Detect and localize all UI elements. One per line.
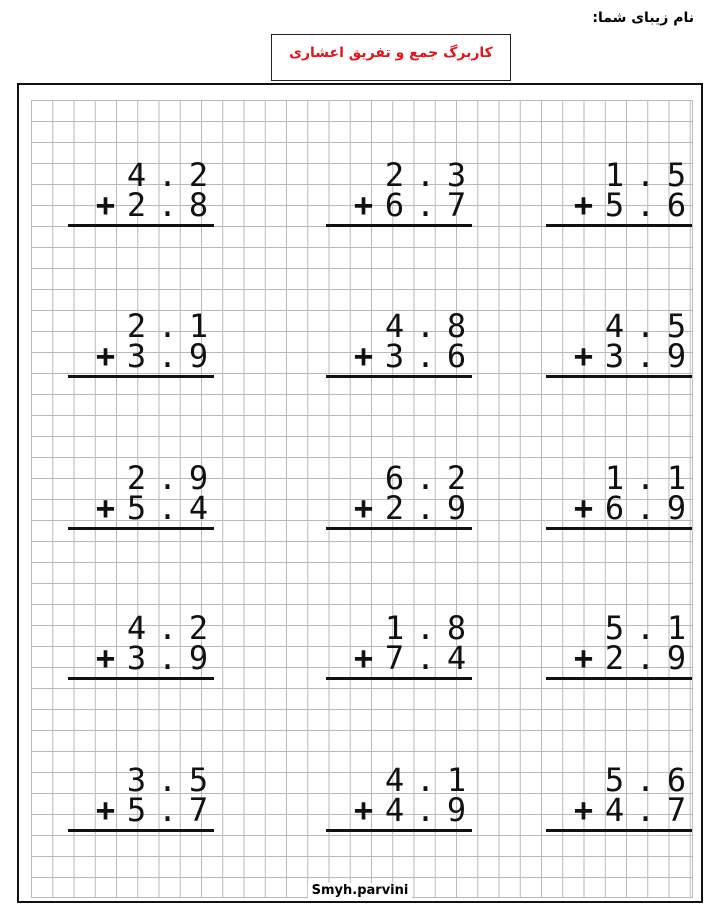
- bottom-addend: + 6 . 7: [348, 190, 472, 220]
- answer-line: [68, 375, 214, 378]
- top-addend: 2 . 3: [384, 156, 467, 194]
- addition-problem: [546, 156, 696, 230]
- answer-line: [326, 677, 472, 680]
- addition-problem: [68, 156, 218, 230]
- addition-problem: [326, 307, 476, 381]
- addition-problem: [546, 459, 696, 533]
- plus-sign: +: [95, 639, 116, 677]
- top-addend: 4 . 8: [384, 307, 467, 345]
- bottom-addend: + 4 . 9: [348, 795, 472, 825]
- answer-line: [326, 527, 472, 530]
- top-addend: 1 . 1: [604, 459, 687, 497]
- addition-problem: [68, 307, 218, 381]
- top-addend: 3 . 5: [126, 761, 209, 799]
- answer-line: [546, 677, 692, 680]
- bottom-addend: + 5 . 7: [90, 795, 214, 825]
- answer-line: [326, 224, 472, 227]
- bottom-addend: + 3 . 9: [90, 341, 214, 371]
- addition-problem: [326, 761, 476, 835]
- addition-problem: [326, 609, 476, 683]
- plus-sign: +: [95, 186, 116, 224]
- addition-problem: [326, 459, 476, 533]
- addition-problem: [546, 609, 696, 683]
- plus-sign: +: [573, 489, 594, 527]
- answer-line: [546, 829, 692, 832]
- top-addend: 4 . 2: [126, 609, 209, 647]
- answer-line: [68, 829, 214, 832]
- bottom-addend: + 2 . 9: [348, 493, 472, 523]
- bottom-addend: + 5 . 6: [568, 190, 692, 220]
- top-addend: 2 . 1: [126, 307, 209, 345]
- bottom-addend: + 4 . 7: [568, 795, 692, 825]
- addition-problem: [326, 156, 476, 230]
- addition-problem: [68, 459, 218, 533]
- top-addend: 4 . 1: [384, 761, 467, 799]
- plus-sign: +: [573, 639, 594, 677]
- bottom-addend: + 5 . 4: [90, 493, 214, 523]
- worksheet-title: کاربرگ جمع و تفریق اعشاری: [289, 44, 493, 61]
- author-credit: [0, 883, 720, 898]
- top-addend: 5 . 6: [604, 761, 687, 799]
- top-addend: 1 . 5: [604, 156, 687, 194]
- answer-line: [546, 527, 692, 530]
- plus-sign: +: [573, 337, 594, 375]
- plus-sign: +: [353, 337, 374, 375]
- addition-problem: [546, 761, 696, 835]
- plus-sign: +: [353, 489, 374, 527]
- plus-sign: +: [95, 489, 116, 527]
- addition-problem: [68, 609, 218, 683]
- top-addend: 4 . 5: [604, 307, 687, 345]
- top-addend: 6 . 2: [384, 459, 467, 497]
- top-addend: 5 . 1: [604, 609, 687, 647]
- answer-line: [546, 375, 692, 378]
- top-addend: 2 . 9: [126, 459, 209, 497]
- plus-sign: +: [95, 791, 116, 829]
- plus-sign: +: [353, 791, 374, 829]
- answer-line: [326, 829, 472, 832]
- bottom-addend: + 3 . 6: [348, 341, 472, 371]
- addition-problem: [68, 761, 218, 835]
- bottom-addend: + 3 . 9: [568, 341, 692, 371]
- bottom-addend: + 2 . 9: [568, 643, 692, 673]
- plus-sign: +: [353, 639, 374, 677]
- addition-problem: [546, 307, 696, 381]
- top-addend: 1 . 8: [384, 609, 467, 647]
- plus-sign: +: [573, 791, 594, 829]
- top-addend: 4 . 2: [126, 156, 209, 194]
- bottom-addend: + 2 . 8: [90, 190, 214, 220]
- answer-line: [326, 375, 472, 378]
- plus-sign: +: [573, 186, 594, 224]
- author-credit-text: Smyh.parvini: [308, 883, 413, 898]
- answer-line: [68, 224, 214, 227]
- name-field-label: نام زیبای شما:: [592, 10, 694, 26]
- answer-line: [68, 677, 214, 680]
- plus-sign: +: [95, 337, 116, 375]
- bottom-addend: + 7 . 4: [348, 643, 472, 673]
- answer-line: [546, 224, 692, 227]
- bottom-addend: + 6 . 9: [568, 493, 692, 523]
- bottom-addend: + 3 . 9: [90, 643, 214, 673]
- worksheet-title-box: [271, 34, 511, 81]
- answer-line: [68, 527, 214, 530]
- plus-sign: +: [353, 186, 374, 224]
